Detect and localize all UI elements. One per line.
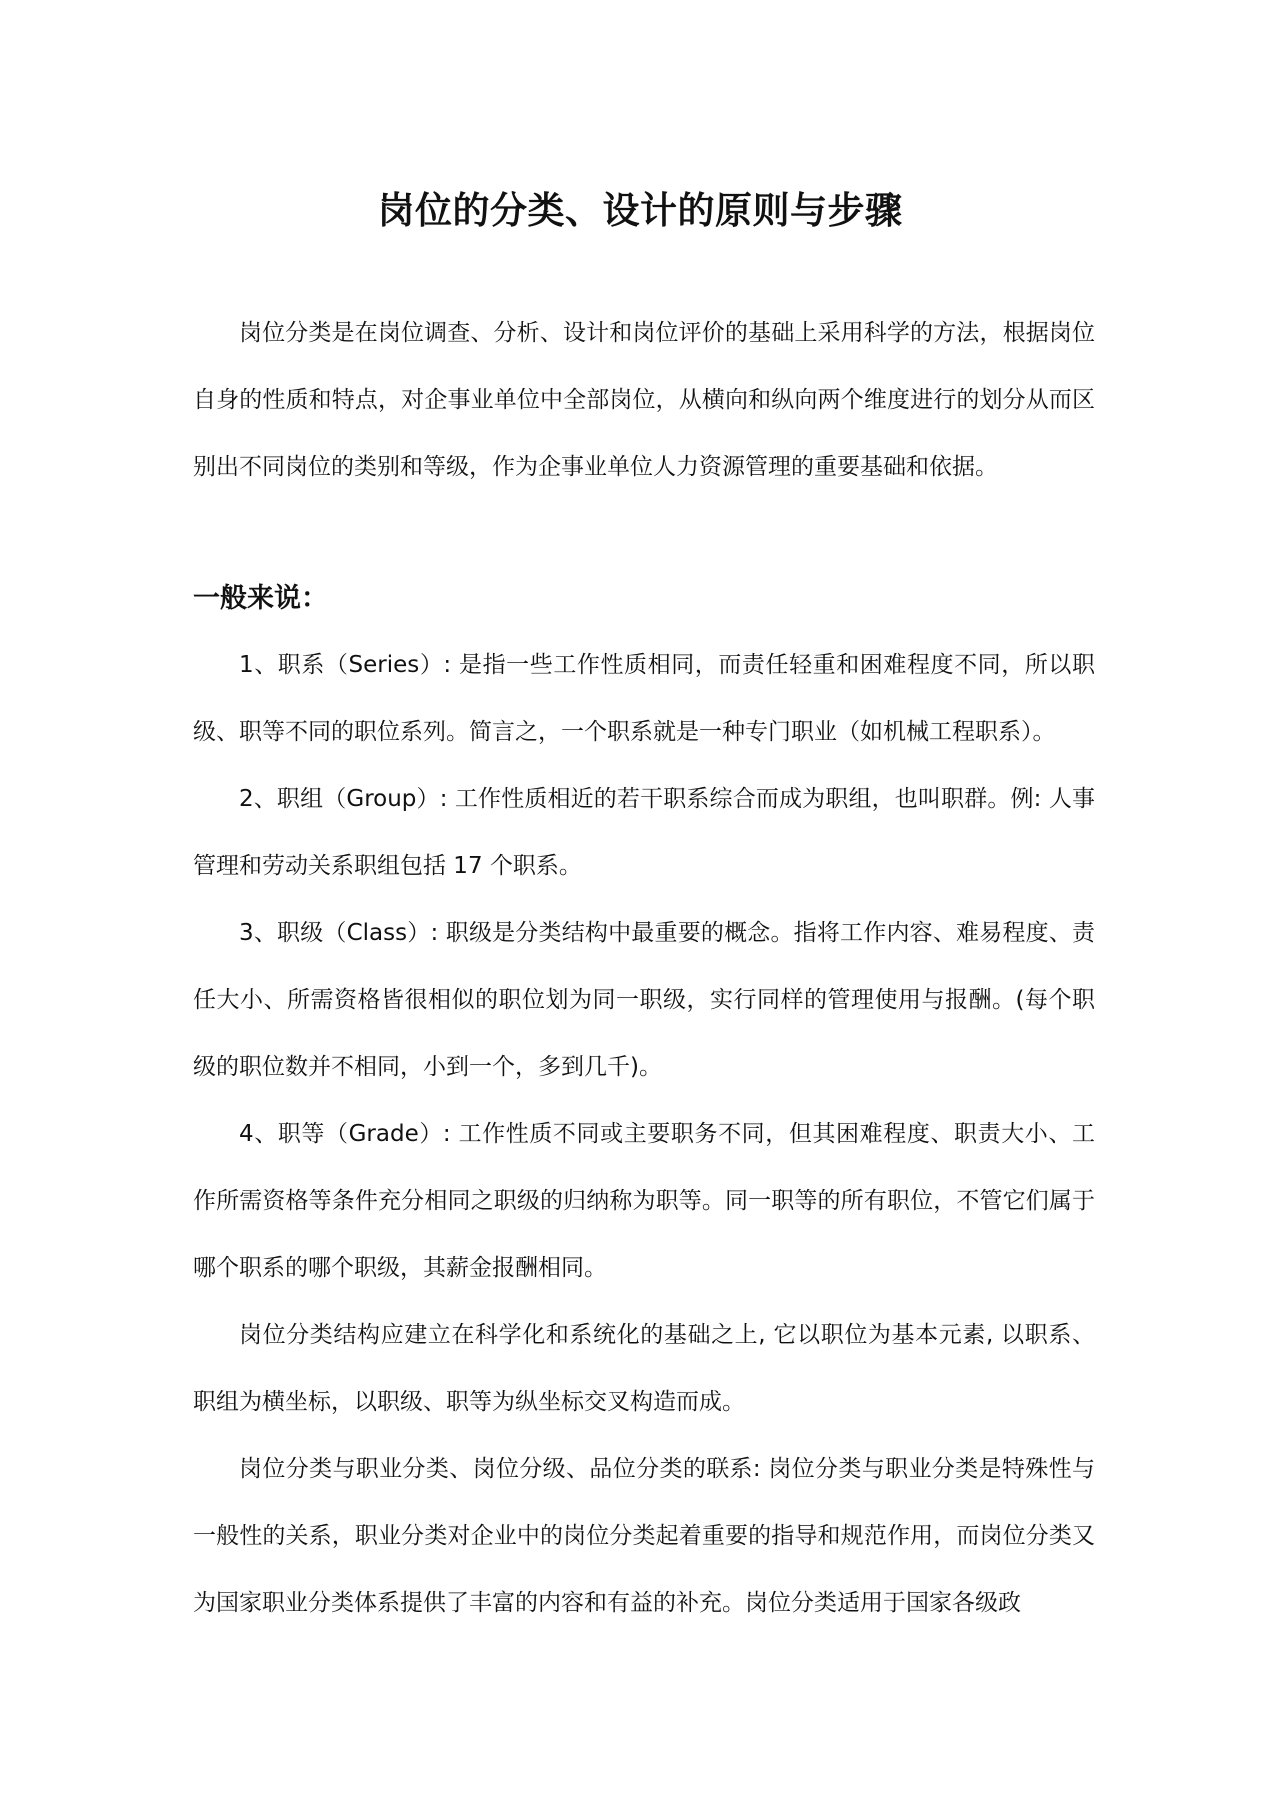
item-class-paragraph: 3、职级（Class）: 职级是分类结构中最重要的概念。指将工作内容、难易程度、责任大小、所需资格皆很相似的职位划为同一职级，实行同样的管理使用与报酬。(每个职级的职位数并不相同，小到一个，多到几千)。 [193,920,1095,1080]
intro-paragraph: 岗位分类是在岗位调查、分析、设计和岗位评价的基础上采用科学的方法，根据岗位自身的性质和特点，对企事业单位中全部岗位，从横向和纵向两个维度进行的划分从而区别出不同岗位的类别和等级，作为企事业单位人力资源管理的重要基础和依据。 [193,320,1095,480]
section-spacer [193,501,1095,565]
relation-paragraph: 岗位分类与职业分类、岗位分级、品位分类的联系: 岗位分类与职业分类是特殊性与一般性的关系，职业分类对企业中的岗位分类起着重要的指导和规范作用，而岗位分类又为国家职业分类体系提供了丰富的内容和有益的补充。岗位分类适用于国家各级政 [193,1456,1095,1616]
document-title: 岗位的分类、设计的原则与步骤 [377,189,903,232]
section-heading: 一般来说： [193,583,328,614]
item-grade-paragraph: 4、职等（Grade）: 工作性质不同或主要职务不同，但其困难程度、职责大小、工作所需资格等条件充分相同之职级的归纳称为职等。同一职等的所有职位，不管它们属于哪个职系的哪个职级，其薪金报酬相同。 [193,1121,1095,1281]
structure-paragraph: 岗位分类结构应建立在科学化和系统化的基础之上, 它以职位为基本元素, 以职系、职组为横坐标，以职级、职等为纵坐标交叉构造而成。 [193,1322,1095,1415]
item-series-paragraph: 1、职系（Series）: 是指一些工作性质相同，而责任轻重和困难程度不同，所以职级、职等不同的职位系列。简言之，一个职系就是一种专门职业（如机械工程职系）。 [193,652,1095,745]
item-group-paragraph: 2、职组（Group）: 工作性质相近的若干职系综合而成为职组，也叫职群。例: 人事管理和劳动关系职组包括 17 个职系。 [193,786,1095,879]
document-body [193,300,1095,1637]
